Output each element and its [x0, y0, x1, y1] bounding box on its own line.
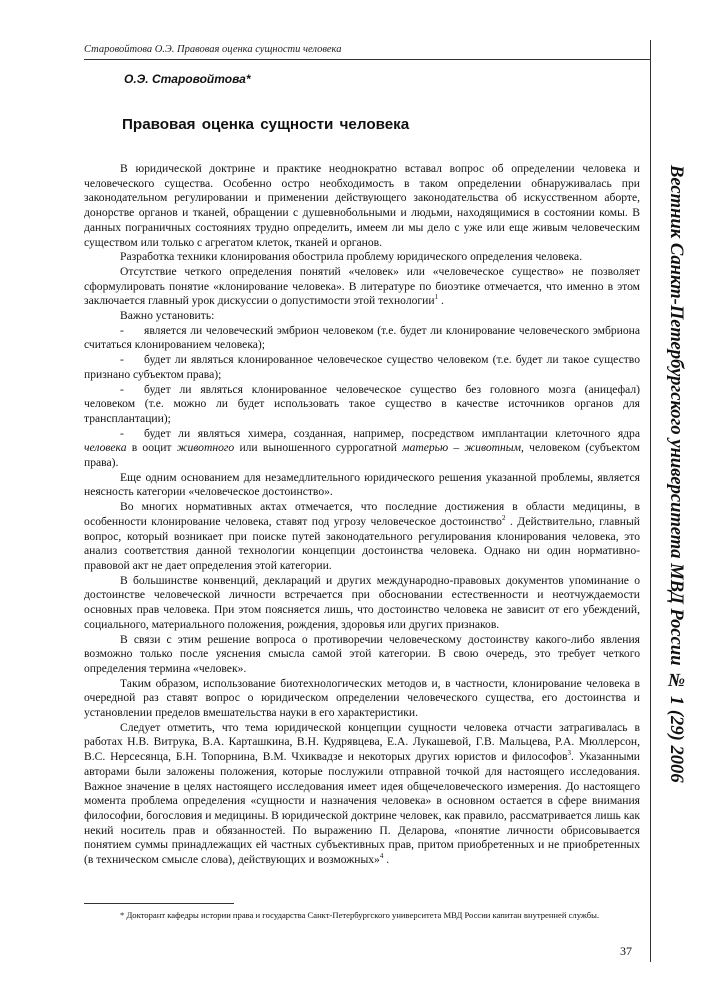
paragraph: Таким образом, использование биотехнологических методов и, в частности, клонирование человека в очередной раз ставят вопрос о юридическом определении человеческого существа, его достоинства и установлении пределов вмешательства науки в его характеристики. — [84, 676, 640, 720]
list-dash: - — [120, 323, 124, 337]
header-rule — [84, 59, 650, 60]
emphasis: животного — [176, 441, 235, 455]
article-body — [84, 162, 640, 868]
paragraph — [84, 265, 640, 309]
emphasis: человека — [84, 441, 127, 455]
side-rule — [650, 40, 651, 962]
paragraph: В большинстве конвенций, деклараций и других международно-правовых документов упоминание о достоинстве человеческой личности встречается при обосновании естественности и неотчуждаемости основных прав человека. При этом поясняется лишь, что достоинство человека не зависит от его убеждений, социального, материального положения, рождения, здоровья или других признаков. — [84, 573, 640, 631]
list-dash: - — [120, 353, 124, 367]
paragraph — [84, 500, 640, 574]
footnote-ref: 4 — [379, 852, 384, 861]
footnote-ref: 2 — [501, 514, 506, 523]
paragraph-text: . Действительно, главный вопрос, который возникает при поиске путей законодательного регулирования клонирования человека, это анализ соответствия данной технологии концепции достоинства человека. Однако ни один нормативно-правовой акт не дает определения этой категории. — [84, 514, 641, 572]
paragraph-text: Следует отметить, что тема юридической концепции сущности человека отчасти затрагивалась в работах Н.В. Витрука, В.А. Карташкина, В.Н. Кудрявцева, Е.А. Лукашевой, Г.В. Мальцева, Р.А. Мюллерсон, В.С. Нерсесянца, Б.Н. Топорнина, В.М. Чхиквадзе и некоторых других юристов и философов — [84, 720, 640, 764]
paragraph: Еще одним основанием для незамедлительного юридического решения указанной проблемы, является неясность категории «человеческое достоинство». — [84, 470, 640, 499]
list-item — [84, 324, 640, 353]
paragraph-text: . — [438, 294, 444, 308]
journal-side-title: Вестник Санкт-Петербургского университета МВД России № 1 (29) 2006 — [666, 165, 687, 783]
list-item-text: будет ли являться клонированное человеческое существо человеком (т.е. будет ли такое существо признано субъектом права); — [84, 353, 640, 381]
footnote-rule — [84, 903, 234, 904]
paragraph-text: Во многих нормативных актах отмечается, что последние достижения в области медицины, в особенности клонирование человека, ставят под угрозу человеческое достоинство — [84, 500, 640, 528]
list-dash: - — [120, 426, 124, 440]
paragraph: В юридической доктрине и практике неоднократно вставал вопрос об определении человека и человеческого существа. Особенно остро необходимость в таком определении обнаруживалась при законодательном регулировании и применении действующего законодательства об искусственном аборте, донорстве органов и тканей, обращении с душевнобольными и людьми, находящимися в состоянии комы. В данных пограничных состояниях трудно определить, имеем ли мы дело с уже или еще живым человеческим существом или только с агрегатом клеток, тканей и органов. — [84, 162, 640, 249]
article-author: О.Э. Старовойтова* — [124, 72, 251, 86]
list-item-text: человеком (субъектом права). — [84, 441, 640, 470]
paragraph: Важно установить: — [120, 309, 215, 323]
list-item-text: является ли человеческий эмбрион человеком (т.е. будет ли клонирование человеческого эмбриона считаться клонированием человека); — [84, 323, 640, 352]
paragraph: В связи с этим решение вопроса о противоречии человеческому достоинству какого-либо явления возможно только после уяснения смысла самой этой категории. В свою очередь, это требует четкого определения термина «человек». — [84, 632, 640, 675]
paragraph-text: . — [383, 853, 390, 867]
footnote-ref: 3 — [567, 749, 572, 758]
list-item-text: в ооцит — [126, 441, 177, 455]
paragraph-text: . Указанными авторами были заложены положения, которые послужили отправной точкой для настоящего исследования. Важное значение в целях настоящего исследования имеет идея общечеловеческого измерения. До настоящего момента проблема определения «сущности и назначения человека» в основном остается в сфере внимания философии, богословия и медицины. В юридической доктрине человек, как правило, рассматривается лишь как некий носитель прав и обязанностей. По выражению П. Деларова, «понятие личности обрисовывается понятием суммы принадлежащих ей частных субъективных прав, притом приобретенных и не приобретенных (в техническом смысле слова), действующих и возможных» — [84, 750, 640, 867]
emphasis: матерью – животным, — [402, 441, 524, 455]
list-item — [84, 353, 640, 382]
list-item-text: будет ли являться клонированное человеческое существо без головного мозга (аницефал) человеком (т.е. можно ли будет использовать такое существо в качестве источников органов для трансплантации); — [84, 382, 640, 425]
paragraph-text: Отсутствие четкого определения понятий «человек» или «человеческое существо» не позволяет сформулировать понятие «клонирование человека». В литературе по биоэтике отмечается, что именно в этом заключается главный урок дискуссии о допустимости этой технологии — [84, 264, 640, 308]
list-dash: - — [120, 382, 124, 396]
article-title: Правовая оценка сущности человека — [122, 116, 410, 133]
running-head: Старовойтова О.Э. Правовая оценка сущности человека — [84, 44, 342, 55]
page-number: 37 — [620, 944, 632, 958]
footnote-ref: 1 — [434, 293, 439, 302]
list-item — [84, 383, 640, 427]
list-item-text: будет ли являться химера, созданная, например, посредством имплантации клеточного ядра — [144, 426, 640, 440]
list-item — [84, 427, 640, 471]
footnote: * Докторант кафедры истории права и государства Санкт-Петербургского университета МВД России капитан внутренней службы. — [120, 910, 600, 920]
list-item-text: или выношенного суррогатной — [234, 441, 403, 455]
paragraph: Разработка техники клонирования обострила проблему юридического определения человека. — [120, 250, 583, 264]
paragraph — [84, 721, 640, 868]
